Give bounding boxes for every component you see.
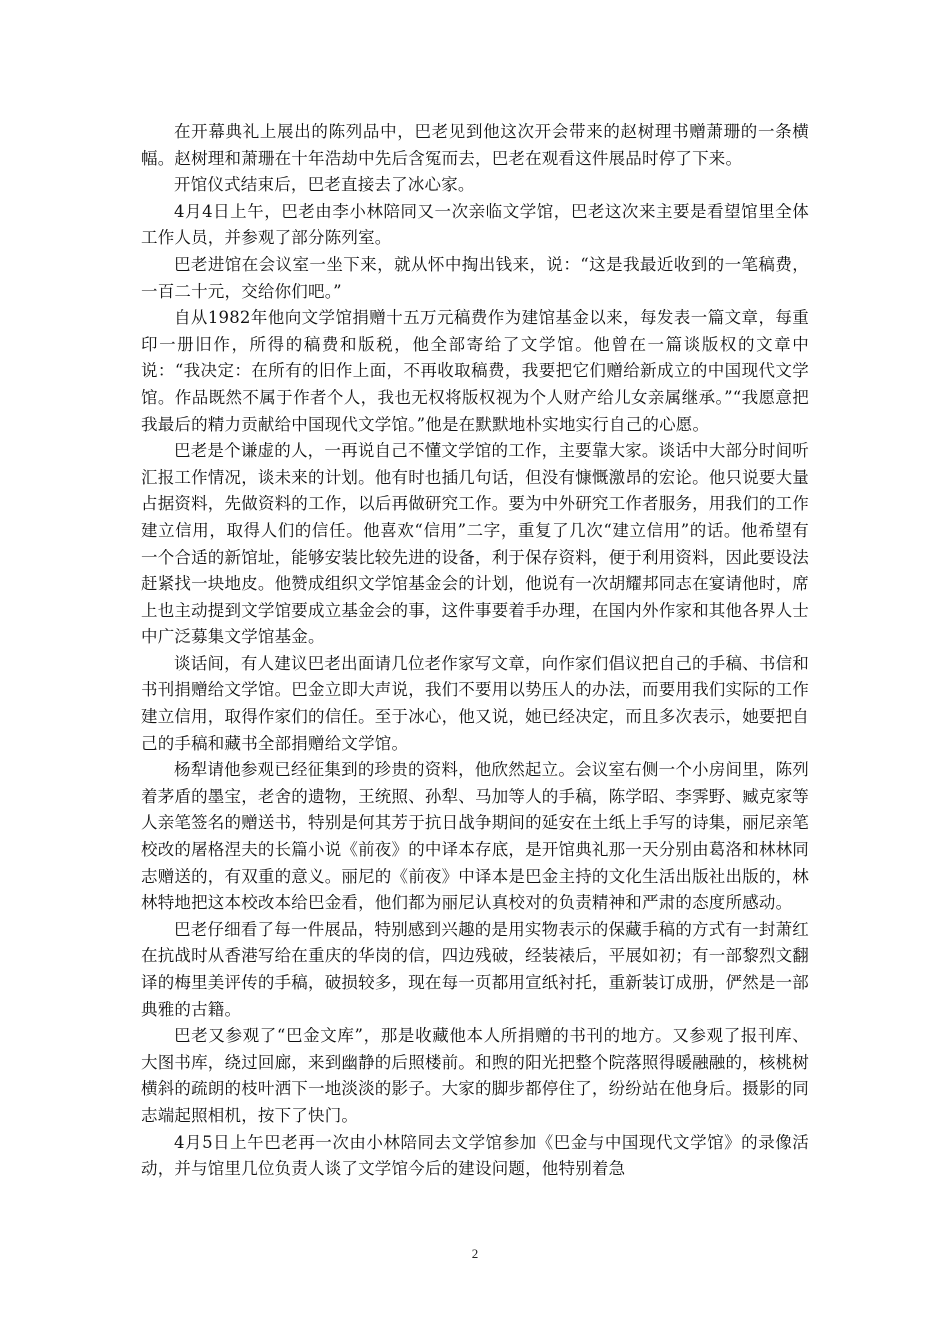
document-body <box>141 119 809 1183</box>
paragraph: 在开幕典礼上展出的陈列品中，巴老见到他这次开会带来的赵树理书赠萧珊的一条横幅。赵树理和萧珊在十年浩劫中先后含冤而去，巴老在观看这件展品时停了下来。 <box>141 122 809 168</box>
page-number: 2 <box>471 1246 479 1261</box>
paragraph: 4月4日上午，巴老由李小林陪同又一次亲临文学馆，巴老这次来主要是看望馆里全体工作人员，并参观了部分陈列室。 <box>141 201 809 248</box>
paragraph: 巴老进馆在会议室一坐下来，就从怀中掏出钱来，说：“这是我最近收到的一笔稿费，一百二十元，交给你们吧。” <box>141 254 809 301</box>
paragraph: 杨犁请他参观已经征集到的珍贵的资料，他欣然起立。会议室右侧一个小房间里，陈列着茅盾的墨宝，老舍的遗物，王统照、孙犁、马加等人的手稿，陈学昭、李霁野、臧克家等人亲笔签名的赠送书，特别是何其芳于抗日战争期间的延安在土纸上手写的诗集，丽尼亲笔校改的屠格涅夫的长篇小说《前夜》的中译本存底，是开馆典礼那一天分别由葛洛和林林同志赠送的，有双重的意义。丽尼的《前夜》中译本是巴金主持的文化生活出版社出版的，林林特地把这本校改本给巴金看，他们都为丽尼认真校对的负责精神和严肃的态度所感动。 <box>141 760 809 913</box>
paragraph: 巴老仔细看了每一件展品，特别感到兴趣的是用实物表示的保藏手稿的方式有一封萧红在抗战时从香港写给在重庆的华岗的信，四边残破，经装裱后，平展如初；有一部黎烈文翻译的梅里美评传的手稿，破损较多，现在每一页都用宣纸衬托，重新装订成册，俨然是一部典雅的古籍。 <box>141 919 809 1019</box>
paragraph: 开馆仪式结束后，巴老直接去了冰心家。 <box>174 175 475 195</box>
paragraph: 巴老是个谦虚的人，一再说自己不懂文学馆的工作，主要靠大家。谈话中大部分时间听汇报工作情况，谈未来的计划。他有时也插几句话，但没有慷慨激昂的宏论。他只说要大量占据资料，先做资料的工作，以后再做研究工作。要为中外研究工作者服务，用我们的工作建立信用，取得人们的信任。他喜欢“信用”二字，重复了几次“建立信用”的话。他希望有一个合适的新馆址，能够安装比较先进的设备，利于保存资料，便于利用资料，因此要设法赶紧找一块地皮。他赞成组织文学馆基金会的计划，他说有一次胡耀邦同志在宴请他时，席上也主动提到文学馆要成立基金会的事，这件事要着手办理，在国内外作家和其他各界人士中广泛募集文学馆基金。 <box>141 441 809 647</box>
paragraph: 自从1982年他向文学馆捐赠十五万元稿费作为建馆基金以来，每发表一篇文章，每重印一册旧作，所得的稿费和版税，他全部寄给了文学馆。他曾在一篇谈版权的文章中说：“我决定：在所有的旧作上面，不再收取稿费，我要把它们赠给新成立的中国现代文学馆。作品既然不属于作者个人，我也无权将版权视为个人财产给儿女亲属继承。”“我愿意把我最后的精力贡献给中国现代文学馆。”他是在默默地朴实地实行自己的心愿。 <box>141 308 809 434</box>
paragraph: 谈话间，有人建议巴老出面请几位老作家写文章，向作家们倡议把自己的手稿、书信和书刊捐赠给文学馆。巴金立即大声说，我们不要用以势压人的办法，而要用我们实际的工作建立信用，取得作家们的信任。至于冰心，他又说，她已经决定，而且多次表示，她要把自己的手稿和藏书全部捐赠给文学馆。 <box>141 653 809 753</box>
paragraph: 巴老又参观了“巴金文库”，那是收藏他本人所捐赠的书刊的地方。又参观了报刊库、大图书库，绕过回廊，来到幽静的后照楼前。和煦的阳光把整个院落照得暖融融的，核桃树横斜的疏朗的枝叶洒下一地淡淡的影子。大家的脚步都停住了，纷纷站在他身后。摄影的同志端起照相机，按下了快门。 <box>141 1026 809 1125</box>
paragraph: 4月5日上午巴老再一次由小林陪同去文学馆参加《巴金与中国现代文学馆》的录像活动，并与馆里几位负责人谈了文学馆今后的建设问题，他特别着急 <box>141 1132 809 1179</box>
